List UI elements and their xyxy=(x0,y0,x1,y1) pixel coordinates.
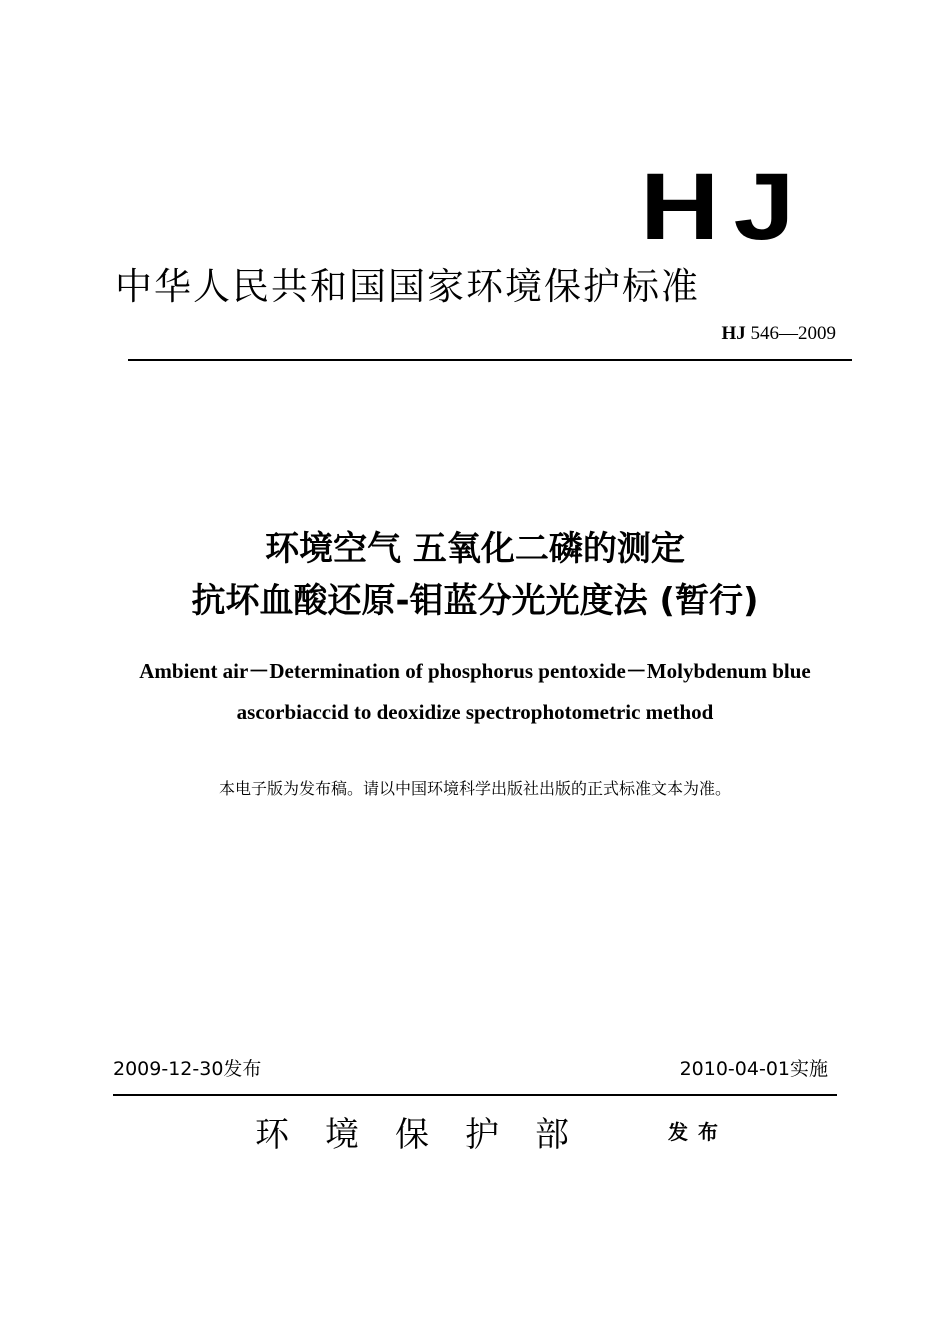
standard-code: HJ xyxy=(721,323,746,344)
english-title-line-2: ascorbiaccid to deoxidize spectrophotometric method xyxy=(236,700,714,724)
title-line-2: 抗坏血酸还原-钼蓝分光光度法 (暂行) xyxy=(191,581,759,621)
implementation-date: 2010-04-01实施 xyxy=(679,1058,828,1080)
issue-date: 2009-12-30发布 xyxy=(113,1058,262,1080)
top-divider xyxy=(128,359,852,361)
national-standard-heading: 中华人民共和国国家环境保护标准 xyxy=(115,265,700,308)
bottom-divider xyxy=(113,1094,837,1096)
title-line-1: 环境空气 五氧化二磷的测定 xyxy=(265,529,685,569)
english-title-line-1: Ambient air－Determination of phosphorus pentoxide－Molybdenum blue xyxy=(139,659,811,683)
standard-number-value: 546—2009 xyxy=(745,323,836,344)
standard-number xyxy=(721,322,836,346)
hj-logo: HJ xyxy=(640,153,809,260)
publish-label: 发布 xyxy=(668,1120,728,1144)
edition-note: 本电子版为发布稿。请以中国环境科学出版社出版的正式标准文本为准。 xyxy=(218,779,731,798)
publisher-name: 环境保护部 xyxy=(255,1115,605,1155)
